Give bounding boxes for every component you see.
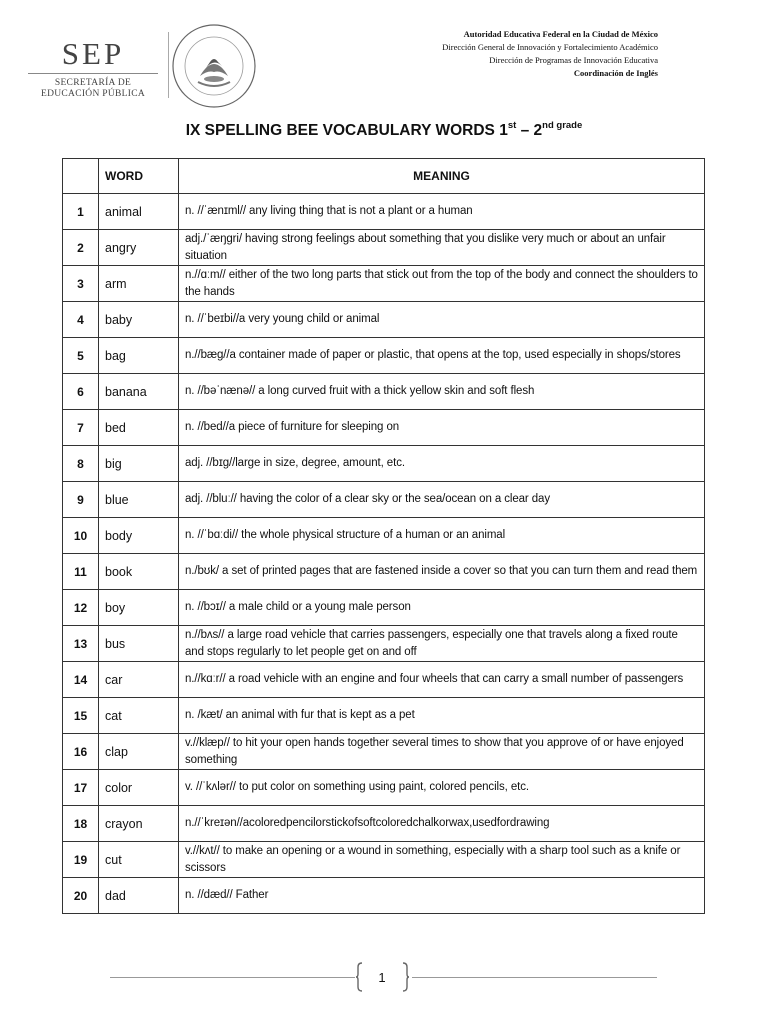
row-number: 17 xyxy=(63,770,99,806)
institution-line-4: Coordinación de Inglés xyxy=(573,68,658,78)
row-number: 6 xyxy=(63,374,99,410)
row-meaning: adj. //bɪɡ//large in size, degree, amount, etc. xyxy=(179,446,705,482)
row-word: car xyxy=(99,662,179,698)
row-meaning: n. //bed//a piece of furniture for sleeping on xyxy=(179,410,705,446)
page-bracket-left-icon xyxy=(355,962,363,992)
table-row xyxy=(63,338,705,374)
row-word: angry xyxy=(99,230,179,266)
table-row xyxy=(63,374,705,410)
sep-logo-rule xyxy=(28,73,158,74)
row-number: 11 xyxy=(63,554,99,590)
row-word: bed xyxy=(99,410,179,446)
row-meaning: n.//bʌs// a large road vehicle that carries passengers, especially one that travels along a fixed route and stops regularly to let people get on and off xyxy=(179,626,705,662)
row-number: 5 xyxy=(63,338,99,374)
row-number: 20 xyxy=(63,878,99,914)
sep-logo-text: SEP xyxy=(61,36,125,71)
row-word: arm xyxy=(99,266,179,302)
title-main: IX SPELLING BEE VOCABULARY WORDS 1 xyxy=(185,122,508,139)
table-row xyxy=(63,266,705,302)
title-sup-2: nd grade xyxy=(542,120,583,131)
row-word: dad xyxy=(99,878,179,914)
institution-header xyxy=(442,28,658,80)
row-number: 16 xyxy=(63,734,99,770)
header-number-cell xyxy=(63,159,99,194)
institution-line-3: Dirección de Programas de Innovación Educativa xyxy=(489,55,658,65)
row-number: 13 xyxy=(63,626,99,662)
row-meaning: n. //dæd// Father xyxy=(179,878,705,914)
table-row xyxy=(63,806,705,842)
sep-logo-subtitle-1: SECRETARÍA DE xyxy=(54,78,132,88)
row-number: 14 xyxy=(63,662,99,698)
table-row xyxy=(63,230,705,266)
title-mid: – 2 xyxy=(516,122,543,139)
row-meaning: n.//ˈkreɪən//acoloredpencilorstickofsoftcoloredchalkorwax,usedfordrawing xyxy=(179,806,705,842)
row-number: 3 xyxy=(63,266,99,302)
table-row xyxy=(63,662,705,698)
header-meaning: MEANING xyxy=(179,159,705,194)
row-number: 18 xyxy=(63,806,99,842)
row-word: cat xyxy=(99,698,179,734)
row-meaning: n. /kæt/ an animal with fur that is kept as a pet xyxy=(179,698,705,734)
row-meaning: v.//klæp// to hit your open hands together several times to show that you approve of or have enjoyed something xyxy=(179,734,705,770)
table-row xyxy=(63,194,705,230)
row-number: 15 xyxy=(63,698,99,734)
row-word: cut xyxy=(99,842,179,878)
title-sup-1: st xyxy=(507,120,517,131)
row-word: book xyxy=(99,554,179,590)
table-row xyxy=(63,878,705,914)
footer-rule-left xyxy=(110,977,355,978)
footer-rule-right xyxy=(412,977,657,978)
row-word: body xyxy=(99,518,179,554)
page-number: 1 xyxy=(378,970,386,985)
row-word: big xyxy=(99,446,179,482)
row-meaning: n.//ɑːm// either of the two long parts that stick out from the top of the body and connect the shoulders to the hands xyxy=(179,266,705,302)
row-number: 19 xyxy=(63,842,99,878)
row-word: animal xyxy=(99,194,179,230)
table-row xyxy=(63,842,705,878)
row-word: boy xyxy=(99,590,179,626)
row-meaning: n./bʊk/ a set of printed pages that are fastened inside a cover so that you can turn them and read them xyxy=(179,554,705,590)
row-number: 8 xyxy=(63,446,99,482)
table-row xyxy=(63,482,705,518)
table-row xyxy=(63,302,705,338)
vocabulary-table xyxy=(62,158,705,914)
row-word: crayon xyxy=(99,806,179,842)
header-word: WORD xyxy=(99,159,179,194)
logo-divider xyxy=(168,32,169,98)
sep-logo-subtitle-2: EDUCACIÓN PÚBLICA xyxy=(40,89,146,99)
row-word: bus xyxy=(99,626,179,662)
row-meaning: v. //ˈkʌlər// to put color on something using paint, colored pencils, etc. xyxy=(179,770,705,806)
table-header-row xyxy=(63,159,705,194)
row-number: 7 xyxy=(63,410,99,446)
table-row xyxy=(63,770,705,806)
table-row xyxy=(63,518,705,554)
row-word: blue xyxy=(99,482,179,518)
row-number: 9 xyxy=(63,482,99,518)
institution-line-1: Autoridad Educativa Federal en la Ciudad de México xyxy=(463,29,658,39)
row-meaning: adj. //bluː// having the color of a clear sky or the sea/ocean on a clear day xyxy=(179,482,705,518)
mexico-seal-icon xyxy=(170,22,258,110)
table-row xyxy=(63,590,705,626)
institution-line-2: Dirección General de Innovación y Fortalecimiento Académico xyxy=(442,42,658,52)
row-meaning: n. //ˈbɑːdi// the whole physical structure of a human or an animal xyxy=(179,518,705,554)
row-meaning: n.//kɑːr// a road vehicle with an engine and four wheels that can carry a small number of passengers xyxy=(179,662,705,698)
row-word: clap xyxy=(99,734,179,770)
row-word: color xyxy=(99,770,179,806)
table-row xyxy=(63,554,705,590)
document-title xyxy=(0,120,768,140)
row-meaning: n. //ˈænɪml// any living thing that is not a plant or a human xyxy=(179,194,705,230)
table-row xyxy=(63,446,705,482)
row-number: 1 xyxy=(63,194,99,230)
row-meaning: adj./ˈæŋɡri/ having strong feelings about something that you dislike very much or about an unfair situation xyxy=(179,230,705,266)
row-word: baby xyxy=(99,302,179,338)
row-number: 4 xyxy=(63,302,99,338)
table-row xyxy=(63,734,705,770)
row-word: banana xyxy=(99,374,179,410)
row-word: bag xyxy=(99,338,179,374)
row-number: 2 xyxy=(63,230,99,266)
table-row xyxy=(63,410,705,446)
row-meaning: n. //bəˈnænə// a long curved fruit with a thick yellow skin and soft flesh xyxy=(179,374,705,410)
sep-logo xyxy=(28,38,158,100)
table-row xyxy=(63,626,705,662)
row-meaning: n.//bæɡ//a container made of paper or plastic, that opens at the top, used especially in shops/stores xyxy=(179,338,705,374)
row-meaning: v.//kʌt// to make an opening or a wound in something, especially with a sharp tool such as a knife or scissors xyxy=(179,842,705,878)
table-row xyxy=(63,698,705,734)
row-meaning: n. //bɔɪ// a male child or a young male person xyxy=(179,590,705,626)
page-bracket-right-icon xyxy=(402,962,410,992)
row-meaning: n. //ˈbeɪbi//a very young child or animal xyxy=(179,302,705,338)
row-number: 10 xyxy=(63,518,99,554)
row-number: 12 xyxy=(63,590,99,626)
